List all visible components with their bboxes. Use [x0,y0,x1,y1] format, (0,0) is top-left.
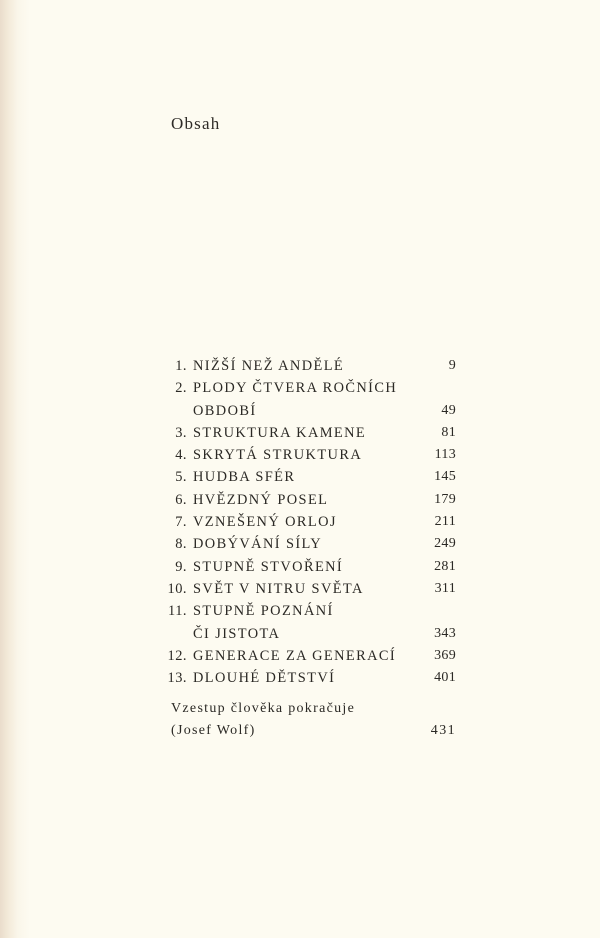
chapter-number: 8. [175,536,187,553]
chapter-number: 3. [175,424,187,441]
page-number: 431 [430,723,456,738]
toc-entry-12[interactable] [167,645,456,667]
toc-entry-5[interactable] [171,466,456,488]
page-number: 9 [448,358,456,373]
toc-entry-2[interactable] [171,377,456,422]
toc-entry-7[interactable] [171,511,456,533]
page-number: 281 [434,558,456,574]
page-number: 369 [434,647,456,663]
chapter-title: DLOUHÉ DĚTSTVÍ [193,670,336,687]
chapter-title: STUPNĚ STVOŘENÍ [193,558,344,575]
chapter-number: 4. [175,447,187,464]
toc-entry-10[interactable] [167,578,456,600]
afterword-author: (Josef Wolf) [171,723,256,738]
toc-entry-8[interactable] [171,533,456,555]
chapter-title: HUDBA SFÉR [193,469,296,486]
chapter-title: SKRYTÁ STRUKTURA [193,447,363,464]
toc-entry-9[interactable] [171,556,456,578]
chapter-title: GENERACE ZA GENERACÍ [193,647,397,664]
chapter-number: 11. [168,603,187,620]
page-number: 249 [434,536,456,552]
chapter-title: DOBÝVÁNÍ SÍLY [193,536,323,553]
chapter-number: 13. [167,670,187,687]
chapter-number: 7. [175,514,187,531]
toc-entry-1[interactable] [171,355,456,377]
chapter-number: 2. [175,380,187,397]
page-title: Obsah [171,114,221,133]
page-number: 401 [434,670,456,686]
afterword-title: Vzestup člověka pokračuje [171,701,356,716]
page-number: 113 [434,447,456,463]
toc-entry-afterword[interactable] [171,698,456,742]
page-number: 145 [434,469,456,485]
chapter-number: 10. [167,580,187,597]
toc-entry-13[interactable] [167,667,456,689]
chapter-title: NIŽŠÍ NEŽ ANDĚLÉ [193,358,345,374]
page-number: 343 [434,625,456,641]
table-of-contents [167,355,456,689]
page-number: 81 [441,424,456,440]
page-number: 49 [441,402,456,418]
toc-entry-3[interactable] [171,422,456,444]
toc-entry-6[interactable] [171,489,456,511]
toc-entry-4[interactable] [171,444,456,466]
chapter-title-continuation: OBDOBÍ [193,402,257,419]
page-number: 311 [434,580,456,596]
chapter-title: PLODY ČTVERA ROČNÍCH [193,380,398,397]
chapter-title: VZNEŠENÝ ORLOJ [193,514,337,531]
toc-entry-11[interactable] [168,600,456,645]
chapter-number: 6. [175,491,187,508]
chapter-title: STUPNĚ POZNÁNÍ [193,603,334,620]
chapter-number: 12. [167,647,187,664]
chapter-number: 9. [175,558,187,575]
chapter-number: 5. [175,469,187,486]
page-number: 211 [434,514,456,530]
chapter-title: STRUKTURA KAMENE [193,424,367,441]
chapter-title-continuation: ČI JISTOTA [193,625,281,642]
page-number: 179 [434,491,456,507]
chapter-title: HVĚZDNÝ POSEL [193,491,329,508]
chapter-title: SVĚT V NITRU SVĚTA [193,580,364,597]
chapter-number: 1. [175,358,187,374]
